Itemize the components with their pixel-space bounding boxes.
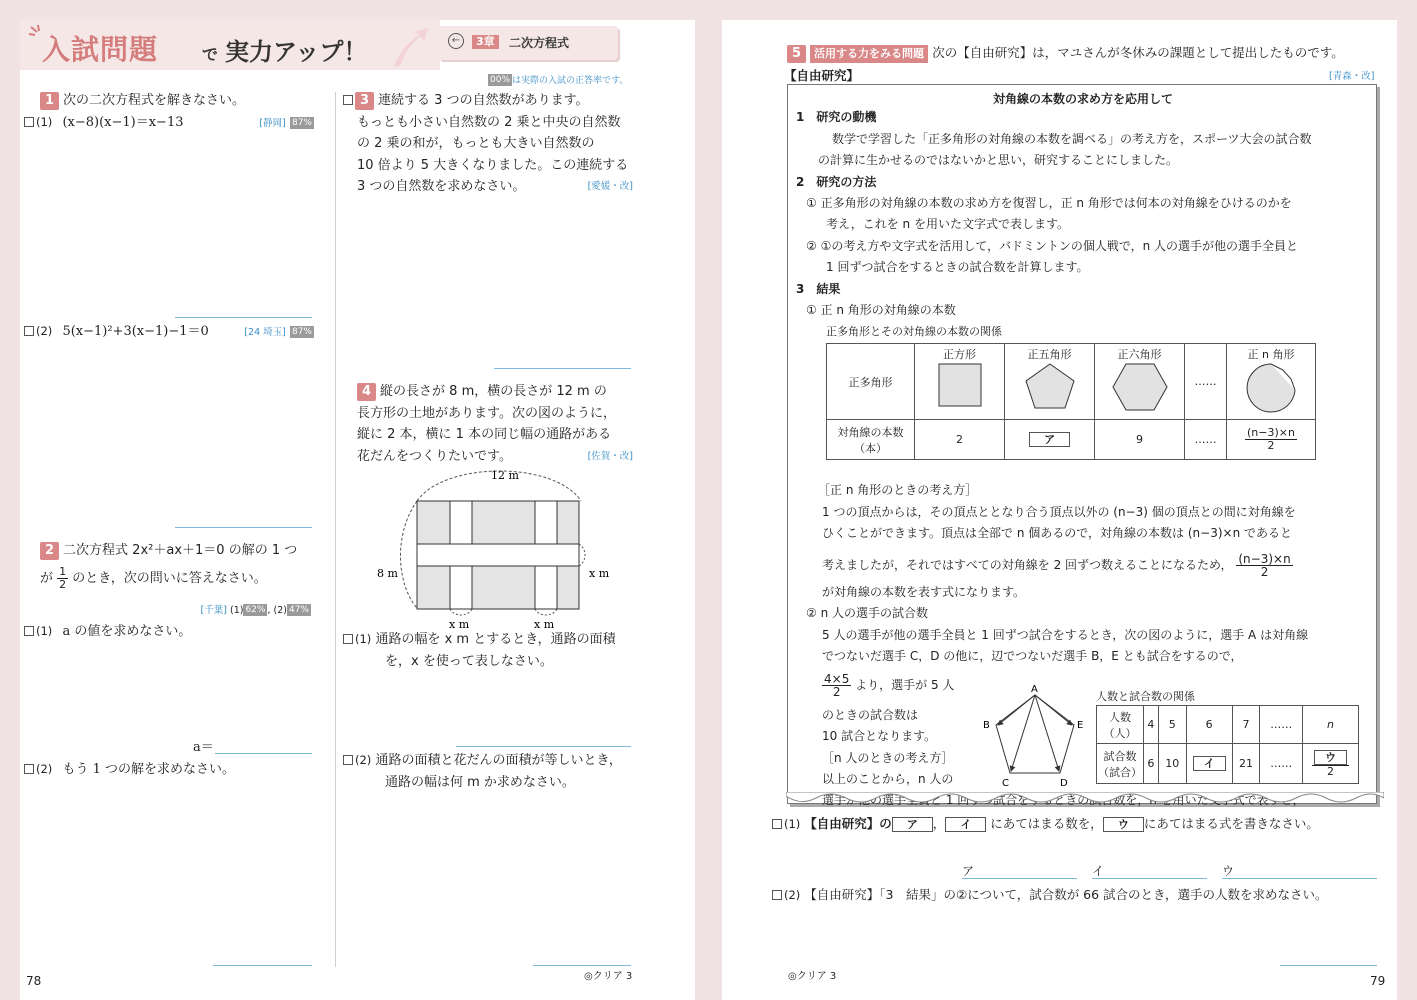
q4-number: 4 <box>357 383 376 401</box>
fig-label-bottom-1: x m <box>449 618 470 630</box>
q4-p2: (2) 通路の面積と花だんの面積が等しいとき， 通路の幅は何 m か求めなさい。 <box>343 750 643 793</box>
p-line2-3: 以上のことから，n 人の <box>822 772 954 786</box>
q1-p2-answer-line[interactable] <box>175 527 312 528</box>
q4-p2-answer-line[interactable] <box>533 965 631 966</box>
chapter-badge: 3章 <box>472 35 499 49</box>
q2-p1-checkbox[interactable] <box>24 626 34 636</box>
q3-line-4: 3 つの自然数を求めなさい。 [愛媛・改] <box>343 176 633 198</box>
fig-label-right: x m <box>589 567 610 580</box>
think-line-2: 考えましたが，それではすべての対角線を 2 回ずつ数えることになるため， $\frac{(n-3)\times n}{2}$ <box>822 552 1291 579</box>
player-a: A <box>1031 684 1038 695</box>
right-page <box>722 20 1397 1000</box>
player-b: B <box>983 720 990 731</box>
p-line-0: 5 人の選手が他の選手全員と 1 回ずつ試合をするとき，次の図のように，選手 A は対角線 <box>822 628 1309 642</box>
q2-line2 <box>40 566 267 591</box>
q4-p1-answer-line[interactable] <box>456 746 631 747</box>
q1-number: 1 <box>40 92 59 110</box>
rate-note <box>488 73 628 86</box>
pl-row2-head: 試合数（試合） <box>1097 744 1144 784</box>
q4-p1: (1) 通路の幅を x m とするとき，通路の面積 を，x を使って表しなさい。 <box>343 629 635 672</box>
poly-col-ngon: 正 n 角形 <box>1227 344 1316 420</box>
s2-i1-1: 考え，これを n を用いた文字式で表します。 <box>826 217 1069 231</box>
q1-p1-rate: 87% <box>291 118 312 128</box>
ans-a-label: ア <box>962 864 975 878</box>
q1-p2-checkbox[interactable] <box>24 326 34 336</box>
back-arrow-icon[interactable]: ← <box>448 33 464 49</box>
p-last: 選手が他の選手全員と 1 回ずつ試合をするときの試合数を，n を用いた文字式で表すと， <box>822 793 1305 807</box>
q2-ans-label: a＝ <box>193 740 214 755</box>
brand-right: ◎クリア 3 <box>788 971 837 982</box>
table1-caption: 正多角形とその対角線の本数の関係 <box>826 325 1002 338</box>
p-line2-0: のときの試合数は <box>822 708 919 722</box>
poly-val-ngon: $\frac{(n-3)\times n}{2}$ <box>1227 420 1316 460</box>
pentagon-shape <box>1024 362 1076 410</box>
column-divider <box>335 92 336 967</box>
q2-line2-post: のとき，次の問いに答えなさい。 <box>72 571 267 586</box>
q5-p1-checkbox[interactable] <box>772 819 782 829</box>
q2-line2-pre: が <box>40 571 54 586</box>
poly-val-pentagon <box>1005 420 1095 460</box>
title-rest: 実力アップ！ <box>225 38 368 66</box>
q2-p1-answer-line[interactable] <box>215 753 312 754</box>
q2-p2: (2) もう 1 つの解を求めなさい。 <box>24 759 235 781</box>
poly-col-hexagon: 正六角形 <box>1095 344 1185 420</box>
q1-p1-label: (1) <box>36 115 53 129</box>
s2-i2-0: ② ①の考え方や文字式を活用して，バドミントンの個人戦で，n 人の選手が他の選手全員と <box>806 239 1299 253</box>
player-e: E <box>1077 720 1084 731</box>
q1-p1-answer-line[interactable] <box>175 317 312 318</box>
q4-p2-checkbox[interactable] <box>343 755 353 765</box>
q1-p2-label: (2) <box>36 324 53 338</box>
q5-source: [青森・改] <box>1329 71 1375 82</box>
rate-note-badge: 00% <box>490 75 511 85</box>
q2-header <box>40 540 335 562</box>
q2-p2-checkbox[interactable] <box>24 764 34 774</box>
poly-col-square: 正方形 <box>915 344 1005 420</box>
q1-p1 <box>24 112 314 134</box>
q3-source: [愛媛・改] <box>587 181 633 192</box>
left-page <box>20 20 695 1000</box>
pl-row1-head: 人数（人） <box>1097 706 1144 744</box>
q1-prompt: 次の二次方程式を解きなさい。 <box>63 93 246 108</box>
q4-block: 4 縦の長さが 8 m，横の長さが 12 m の 長方形の土地があります。次の図のように， 縦に 2 本，横に 1 本の同じ幅の通路がある 花だんをつくりたいです。 [佐賀・改] <box>357 381 633 467</box>
q1-p2-expr: 5(x−1)²+3(x−1)−1＝0 <box>62 324 209 339</box>
q5-p2-answer-line[interactable] <box>1280 965 1377 966</box>
q3-block <box>343 90 633 198</box>
ngon-shape <box>1243 362 1299 414</box>
blank-a[interactable]: ア <box>1029 432 1070 447</box>
q5-intro: 次の【自由研究】は，マユさんが冬休みの課題として提出したものです。 <box>932 45 1344 60</box>
p-line-1: でつないだ選手 C，D の他に，辺でつないだ選手 B，E とも試合をするので， <box>822 649 1243 663</box>
think-line-0: 1 つの頂点からは，その頂点ととなり合う頂点以外の (n−3) 個の頂点との間に対角線を <box>822 505 1296 519</box>
rate-note-text: は実際の入試の正答率です。 <box>512 76 629 86</box>
q1-p1-expr: (x−8)(x−1)＝x−13 <box>62 115 184 130</box>
ans-i-label: イ <box>1092 864 1105 878</box>
page-number-left: 78 <box>26 974 42 988</box>
q5-badge: 活用する力をみる問題 <box>810 45 928 63</box>
q2-p2-answer-line[interactable] <box>213 965 312 966</box>
players-diagram <box>980 683 1090 788</box>
square-shape <box>937 362 983 408</box>
q5-p1: (1) 【自由研究】の ア ， イ にあてはまる数を， ウ にあてはまる式を書きなさい。 <box>772 813 1319 836</box>
q2-p1: (1) a の値を求めなさい。 <box>24 621 191 643</box>
q1-p1-checkbox[interactable] <box>24 117 34 127</box>
q1-p2-rate: 87% <box>291 327 312 337</box>
s1-head: 1 研究の動機 <box>796 110 877 124</box>
think-head: ［正 n 角形のときの考え方］ <box>818 483 978 497</box>
poly-row-head: 正多角形 <box>827 344 915 420</box>
q3-line-2: の 2 乗の和が，もっとも大きい自然数の <box>357 136 595 151</box>
q2-fraction: $\frac{1}{2}$ <box>59 565 67 591</box>
poly-col-dots: …… <box>1185 344 1227 420</box>
torn-edge <box>786 792 1384 810</box>
q1-p2 <box>24 321 314 343</box>
q5-p2-checkbox[interactable] <box>772 890 782 900</box>
arrow-up-icon <box>390 26 430 70</box>
q3-line-1: もっとも小さい自然数の 2 乗と中央の自然数 <box>357 114 621 130</box>
p-line2-2: ［n 人のときの考え方］ <box>822 751 954 765</box>
blank-i[interactable]: イ <box>1193 756 1226 771</box>
fig-label-left: 8 m <box>377 567 398 580</box>
q2-p1-text: a の値を求めなさい。 <box>62 624 192 639</box>
chapter-name: 二次方程式 <box>509 36 570 50</box>
q3-line-0: 3 連続する 3 つの自然数があります。 <box>343 90 633 112</box>
research-title: 対角線の本数の求め方を応用して <box>992 92 1173 106</box>
q5-box-label: 【自由研究】 <box>784 68 860 83</box>
q3-line-3: 10 倍より 5 大きくなりました。この連続する <box>357 157 629 173</box>
s3-i2: ② n 人の選手の試合数 <box>806 606 928 620</box>
fig-label-bottom-2: x m <box>534 618 555 630</box>
fig-label-top: 12 m <box>491 469 519 482</box>
q5-number: 5 <box>787 45 806 63</box>
spark-icon <box>28 24 48 44</box>
q3-checkbox[interactable] <box>343 95 353 105</box>
q5-p2: (2) 【自由研究】「3 結果」の②について，試合数が 66 試合のとき，選手の人数を求めなさい。 <box>772 884 1328 907</box>
q2-p2-text: もう 1 つの解を求めなさい。 <box>62 762 235 777</box>
q1-p2-source: [24 埼玉] <box>244 327 286 338</box>
s2-i1-0: ① 正多角形の対角線の本数の求め方を復習し，正 n 角形では何本の対角線をひけるのかを <box>806 196 1292 210</box>
q1-header <box>40 90 245 112</box>
ans-i-line[interactable] <box>1092 878 1207 879</box>
player-c: C <box>1002 778 1009 788</box>
q4-garden-figure <box>375 465 625 630</box>
poly-val-square: 2 <box>915 420 1005 460</box>
poly-row2-head: 対角線の本数（本） <box>827 420 915 460</box>
page-number-right: 79 <box>1370 974 1386 988</box>
hexagon-shape <box>1111 362 1169 412</box>
q2-line1: 二次方程式 2x²＋ax＋1＝0 の解の 1 つ <box>63 543 298 558</box>
players-table: 人数（人） 4 5 6 7 …… n 試合数（試合） 6 10 イ 21 …… $\frac{\text{ウ}}{2}$ <box>1096 705 1359 784</box>
research-box <box>787 84 1377 807</box>
s1-line-0: 数学で学習した「正多角形の対角線の本数を調べる」の考え方を，スポーツ大会の試合数 <box>832 132 1312 146</box>
q5-header <box>787 42 1344 65</box>
table2-caption: 人数と試合数の関係 <box>1096 690 1195 703</box>
player-d: D <box>1060 778 1068 788</box>
fig-height-arc <box>400 501 417 608</box>
title-de: で <box>202 45 219 64</box>
think-last: が対角線の本数を表す式になります。 <box>822 585 1026 599</box>
q2-source: [千葉] (1) 62% , (2) 47% <box>200 605 309 616</box>
q4-p1-checkbox[interactable] <box>343 634 353 644</box>
blank-u[interactable]: ウ <box>1314 750 1347 765</box>
brand-left: ◎クリア 3 <box>584 971 633 982</box>
p-frac-line: $\frac{4\times 5}{2}$ より，選手が 5 人 <box>824 672 955 699</box>
p-line2-1: 10 試合となります。 <box>822 729 937 743</box>
s3-i1: ① 正 n 角形の対角線の本数 <box>806 303 956 317</box>
s2-head: 2 研究の方法 <box>796 175 877 189</box>
s3-head: 3 結果 <box>796 282 841 296</box>
ans-a-line[interactable] <box>962 878 1077 879</box>
q3-answer-line[interactable] <box>494 368 631 369</box>
q2-number: 2 <box>40 542 59 560</box>
ans-u-line[interactable] <box>1222 878 1377 879</box>
s2-i2-1: 1 回ずつ試合をするときの試合数を計算します。 <box>826 260 1089 274</box>
poly-col-pentagon: 正五角形 <box>1005 344 1095 420</box>
think-line-1: ひくことができます。頂点は全部で n 個あるので，対角線の本数は (n−3)×n であると <box>822 526 1292 540</box>
s1-line-1: の計算に生かせるのではないかと思い，研究することにしました。 <box>818 153 1179 167</box>
ans-u-label: ウ <box>1222 864 1235 878</box>
q3-number: 3 <box>355 92 374 110</box>
poly-val-hexagon: 9 <box>1095 420 1185 460</box>
q4-source: [佐賀・改] <box>587 450 633 462</box>
poly-val-dots: …… <box>1185 420 1227 460</box>
q1-p1-source: [静岡] <box>259 118 286 129</box>
title-main: 入試問題 <box>42 33 159 66</box>
polygon-table <box>826 343 1316 460</box>
